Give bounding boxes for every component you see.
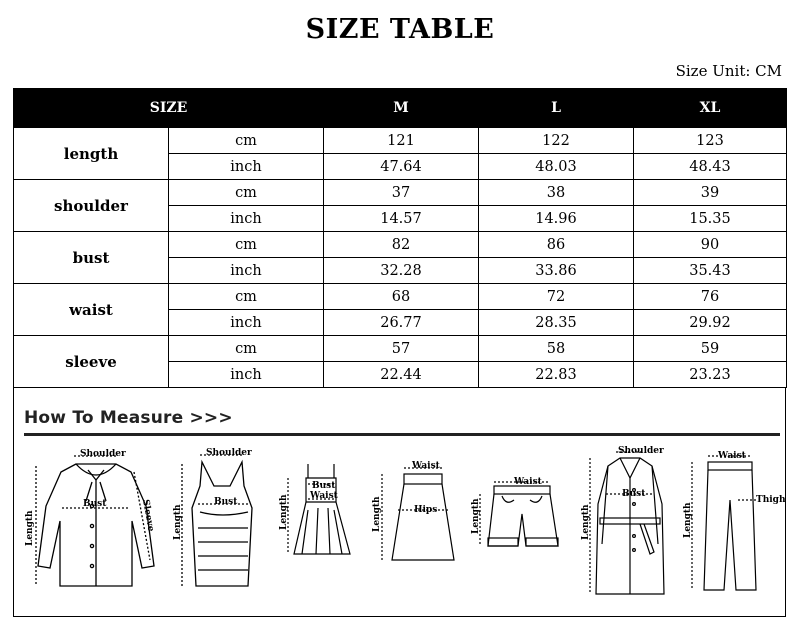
label-waist: Waist [310, 491, 338, 501]
metric-label: bust [14, 232, 169, 284]
label-sleeve: Sleeve [140, 498, 156, 533]
label-bust: Bust [83, 499, 107, 509]
label-hips: Hips [414, 505, 438, 515]
unit-label: cm [169, 336, 324, 362]
unit-label: cm [169, 180, 324, 206]
unit-label: inch [169, 362, 324, 388]
table-cell: 23.23 [634, 362, 787, 388]
table-cell: 68 [324, 284, 479, 310]
label-waist: Waist [514, 477, 542, 487]
table-cell: 32.28 [324, 258, 479, 284]
trousers-diagram [682, 448, 786, 598]
table-cell: 28.35 [479, 310, 634, 336]
header-m: M [324, 89, 479, 128]
table-cell: 121 [324, 128, 479, 154]
label-length: Length [279, 494, 289, 530]
heading-underline [24, 433, 780, 436]
header-size: SIZE [14, 89, 324, 128]
table-cell: 22.44 [324, 362, 479, 388]
metric-label: waist [14, 284, 169, 336]
unit-label: cm [169, 128, 324, 154]
table-cell: 48.43 [634, 154, 787, 180]
metric-label: shoulder [14, 180, 169, 232]
label-length: Length [683, 502, 693, 538]
label-length: Length [25, 510, 35, 546]
size-unit-note: Size Unit: CM [675, 62, 782, 80]
shorts-diagram [470, 474, 570, 554]
table-row [14, 128, 787, 154]
how-to-measure-heading: How To Measure >>> [24, 408, 233, 428]
table-cell: 59 [634, 336, 787, 362]
unit-label: cm [169, 232, 324, 258]
label-length: Length [372, 496, 382, 532]
metric-label: length [14, 128, 169, 180]
size-table-header [14, 89, 787, 128]
table-cell: 122 [479, 128, 634, 154]
table-cell: 58 [479, 336, 634, 362]
table-cell: 29.92 [634, 310, 787, 336]
table-cell: 22.83 [479, 362, 634, 388]
unit-label: inch [169, 154, 324, 180]
table-cell: 39 [634, 180, 787, 206]
label-length: Length [471, 498, 481, 534]
label-waist: Waist [412, 461, 440, 471]
shirt-diagram [26, 446, 166, 596]
table-cell: 76 [634, 284, 787, 310]
table-row [14, 336, 787, 362]
table-row [14, 284, 787, 310]
table-cell: 35.43 [634, 258, 787, 284]
coat-diagram [580, 444, 680, 604]
header-xl: XL [634, 89, 787, 128]
table-row [14, 180, 787, 206]
skirt-diagram [370, 460, 460, 570]
unit-label: cm [169, 284, 324, 310]
label-length: Length [581, 504, 591, 540]
table-cell: 26.77 [324, 310, 479, 336]
label-waist: Waist [718, 451, 746, 461]
table-cell: 14.57 [324, 206, 479, 232]
label-thigh: Thigh [756, 495, 786, 505]
unit-label: inch [169, 310, 324, 336]
size-table [13, 88, 787, 388]
metric-label: sleeve [14, 336, 169, 388]
table-cell: 37 [324, 180, 479, 206]
tank-top-diagram [170, 446, 270, 596]
table-cell: 72 [479, 284, 634, 310]
label-bust: Bust [312, 481, 336, 491]
unit-label: inch [169, 258, 324, 284]
label-shoulder: Shoulder [80, 449, 126, 459]
header-l: L [479, 89, 634, 128]
table-cell: 38 [479, 180, 634, 206]
label-bust: Bust [214, 497, 238, 507]
table-cell: 90 [634, 232, 787, 258]
label-shoulder: Shoulder [618, 446, 664, 456]
label-length: Length [173, 504, 183, 540]
unit-label: inch [169, 206, 324, 232]
table-row [14, 232, 787, 258]
page-title: SIZE TABLE [305, 14, 495, 45]
table-cell: 47.64 [324, 154, 479, 180]
table-cell: 86 [479, 232, 634, 258]
table-cell: 14.96 [479, 206, 634, 232]
table-cell: 48.03 [479, 154, 634, 180]
table-cell: 33.86 [479, 258, 634, 284]
table-cell: 15.35 [634, 206, 787, 232]
table-cell: 57 [324, 336, 479, 362]
label-bust: Bust [622, 489, 646, 499]
table-cell: 123 [634, 128, 787, 154]
table-cell: 82 [324, 232, 479, 258]
label-shoulder: Shoulder [206, 448, 252, 458]
slip-dress-diagram [278, 458, 358, 568]
